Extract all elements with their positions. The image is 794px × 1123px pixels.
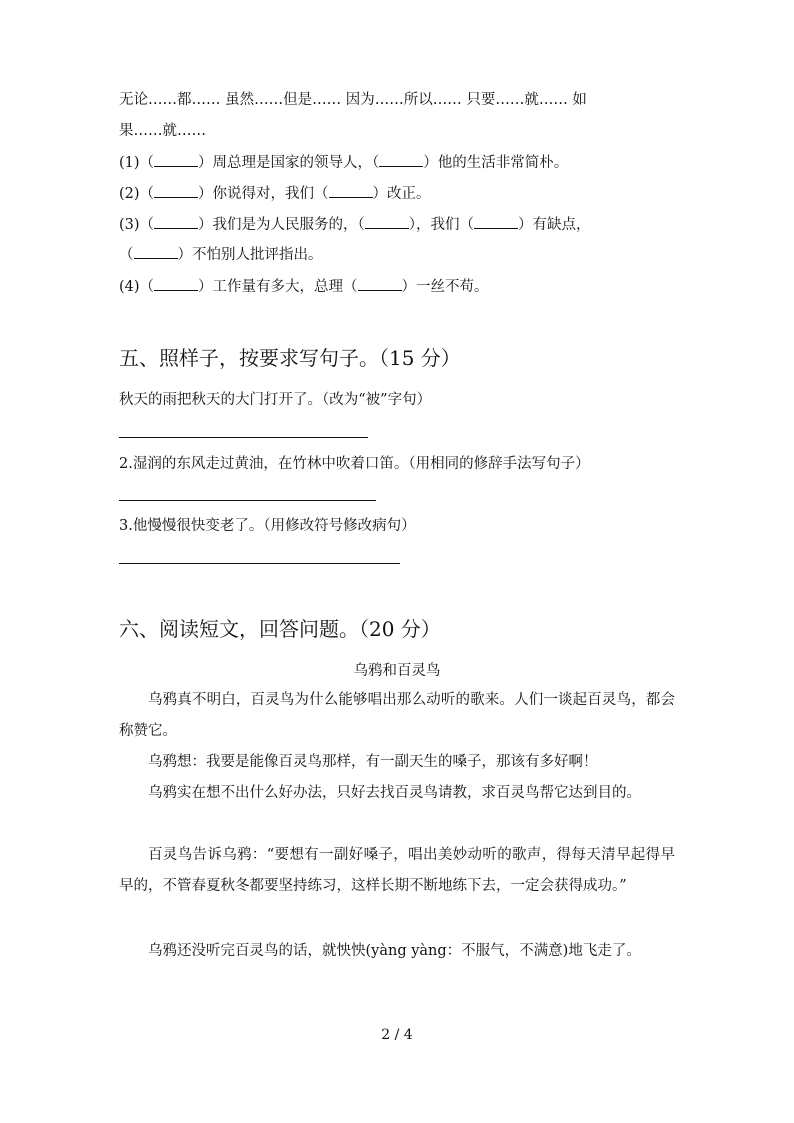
answer-blank[interactable] (365, 214, 409, 229)
answer-blank[interactable] (154, 214, 198, 229)
section-6-heading: 六、阅读短文，回答问题。（20 分） (119, 617, 441, 641)
story-paragraph-4: 百灵鸟告诉乌鸦：“要想有一副好嗓子，唱出美妙动听的歌声，得每天清早起得早早的，不管春夏秋冬都要坚持练习，这样长期不断地练下去，一定会获得成功。” (119, 847, 675, 894)
story-paragraph-1: 乌鸦真不明白，百灵鸟为什么能够唱出那么动听的歌来。人们一谈起百灵鸟，都会称赞它。 (119, 692, 675, 739)
answer-line-1[interactable] (119, 437, 368, 438)
answer-blank[interactable] (329, 183, 373, 198)
answer-blank[interactable] (154, 183, 198, 198)
story-title: 乌鸦和百灵鸟 (353, 663, 441, 679)
story-paragraph-3: 乌鸦实在想不出什么好办法，只好去找百灵鸟请教，求百灵鸟帮它达到目的。 (148, 785, 641, 801)
section-5-heading: 五、照样子，按要求写句子。（15 分） (119, 346, 461, 370)
fill-item-4: (4)（ ）工作量有多大，总理（ ）一丝不苟。 (119, 276, 489, 297)
answer-blank[interactable] (358, 276, 402, 291)
answer-blank[interactable] (134, 244, 178, 259)
section-5-question-3: 3.他慢慢很快变老了。（用修改符号修改病句） (119, 518, 416, 534)
fill-item-1: (1)（ ）周总理是国家的领导人，（ ）他的生活非常简朴。 (119, 152, 568, 173)
answer-line-2[interactable] (119, 500, 376, 501)
story-paragraph-5: 乌鸦还没听完百灵鸟的话，就怏怏(yàng yàng：不服气，不满意)地飞走了。 (148, 943, 641, 959)
fill-item-3: (3)（ ）我们是为人民服务的，（ ），我们（ ）有缺点， (119, 214, 591, 235)
answer-blank[interactable] (154, 276, 198, 291)
answer-blank[interactable] (474, 214, 518, 229)
section-5-question-2: 2.湿润的东风走过黄油，在竹林中吹着口笛。（用相同的修辞手法写句子） (119, 456, 590, 472)
page-number: 2 / 4 (381, 1027, 413, 1043)
answer-blank[interactable] (154, 152, 198, 167)
conjunction-bank-line-1: 无论……都…… 虽然……但是…… 因为……所以…… 只要……就…… 如 (119, 92, 587, 108)
answer-line-3[interactable] (119, 563, 400, 564)
story-paragraph-2: 乌鸦想：我要是能像百灵鸟那样，有一副天生的嗓子，那该有多好啊！ (148, 754, 598, 770)
section-5-question-1: 秋天的雨把秋天的大门打开了。（改为“被”字句） (119, 392, 432, 408)
fill-item-3-continued: （ ）不怕别人批评指出。 (119, 244, 323, 265)
fill-item-2: (2)（ ）你说得对，我们（ ）改正。 (119, 183, 431, 204)
answer-blank[interactable] (379, 152, 423, 167)
conjunction-bank-line-2: 果……就…… (119, 123, 206, 139)
